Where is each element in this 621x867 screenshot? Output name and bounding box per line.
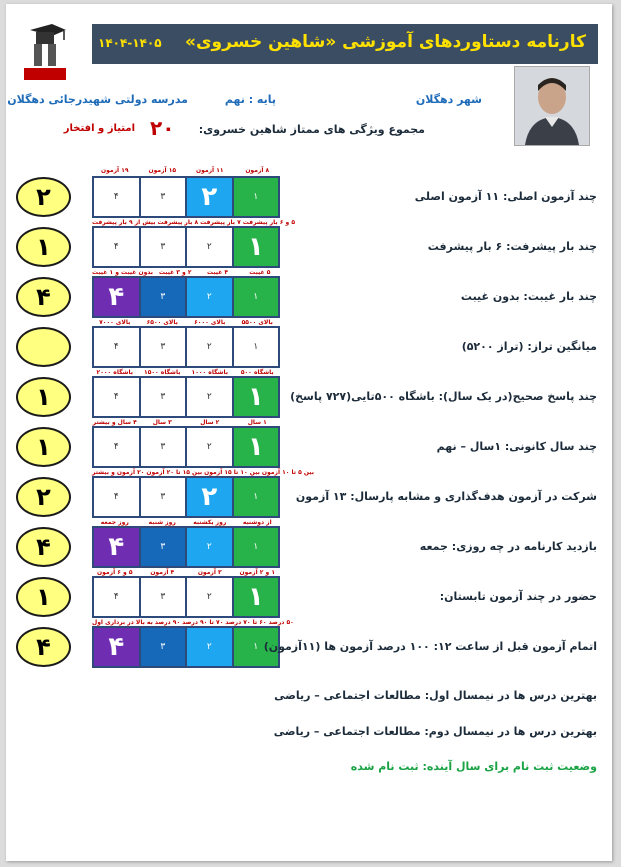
level-caption: ۴ سال و بیشتر bbox=[92, 419, 137, 426]
row-level-grid bbox=[92, 226, 280, 268]
level-caption: ۸ آزمون bbox=[245, 167, 270, 174]
level-cell: ۳ bbox=[141, 578, 186, 616]
level-caption: ۹۰ درصد به بالا در برداری اول bbox=[92, 619, 181, 626]
level-cell: ۳ bbox=[141, 428, 186, 466]
level-cell: ۴ bbox=[94, 628, 139, 666]
level-cell: ۴ bbox=[94, 178, 139, 216]
features-label: مجموع ویژگی های ممتاز شاهین خسروی: bbox=[198, 123, 425, 136]
row-label: اتمام آزمون قبل از ساعت ۱۲: ۱۰۰ درصد آزمون ها (۱۱آزمون) bbox=[263, 640, 597, 653]
row-label: چند آزمون اصلی: ۱۱ آزمون اصلی bbox=[414, 190, 597, 203]
level-cell: ۳ bbox=[141, 628, 186, 666]
level-cell: ۳ bbox=[141, 478, 186, 516]
level-captions-top bbox=[92, 167, 280, 174]
row-level-grid bbox=[92, 626, 280, 668]
level-cell: ۱ bbox=[234, 378, 279, 416]
level-caption: ۱۵ آزمون bbox=[148, 167, 177, 174]
level-cell: ۲ bbox=[187, 228, 232, 266]
level-caption: بین ۱۵ تا ۲۰ آزمون bbox=[146, 469, 203, 476]
row-score-circle bbox=[16, 327, 71, 367]
level-caption: ۱ سال bbox=[247, 419, 267, 426]
level-caption: روز جمعه bbox=[100, 519, 129, 526]
level-captions bbox=[92, 519, 280, 526]
header-bar bbox=[92, 24, 598, 64]
level-caption: ۵ غیبت bbox=[249, 269, 271, 276]
row-level-grid bbox=[92, 176, 280, 218]
best-subjects-second-term: بهترین درس ها در نیمسال دوم: مطالعات اجتماعی – ریاضی bbox=[273, 725, 597, 738]
level-captions bbox=[92, 369, 280, 376]
level-cell: ۲ bbox=[187, 528, 232, 566]
best-subjects-first-term: بهترین درس ها در نیمسال اول: مطالعات اجتماعی – ریاضی bbox=[274, 689, 597, 702]
row-label: چند بار پیشرفت: ۶ بار پیشرفت bbox=[427, 240, 597, 253]
level-cell: ۴ bbox=[94, 578, 139, 616]
level-cell: ۴ bbox=[94, 228, 139, 266]
level-cell: ۴ bbox=[94, 528, 139, 566]
grade-label: پایه : نهم bbox=[224, 93, 276, 106]
level-caption: بدون غیبت و ۱ غیبت bbox=[92, 269, 154, 276]
level-caption: ۷۰ تا ۹۰ درصد bbox=[182, 619, 224, 626]
level-caption: باشگاه ۵۰۰ bbox=[240, 369, 274, 376]
row-level-grid bbox=[92, 376, 280, 418]
level-cell: ۲ bbox=[187, 428, 232, 466]
row-score-circle: ۱ bbox=[16, 427, 71, 467]
student-photo bbox=[514, 66, 590, 146]
school-label: مدرسه دولتی شهیدرجائی دهگلان bbox=[7, 93, 188, 106]
row-label: بازدید کارنامه در چه روزی: جمعه bbox=[419, 540, 597, 553]
level-cell: ۱ bbox=[234, 478, 279, 516]
level-caption: روز شنبه bbox=[148, 519, 176, 526]
row-label: حضور در چند آزمون تابستان: bbox=[439, 590, 597, 603]
level-cell: ۳ bbox=[141, 328, 186, 366]
level-caption: روز یکشنبه bbox=[193, 519, 227, 526]
row-level-grid bbox=[92, 326, 280, 368]
row-level-grid bbox=[92, 426, 280, 468]
level-cell: ۳ bbox=[141, 178, 186, 216]
level-cell: ۲ bbox=[187, 178, 232, 216]
level-cell: ۱ bbox=[234, 228, 279, 266]
kanoon-logo bbox=[22, 22, 68, 82]
page-title: کارنامه دستاوردهای آموزشی «شاهین خسروی» bbox=[184, 32, 586, 52]
level-caption: ۱۹ آزمون bbox=[100, 167, 129, 174]
row-score-circle: ۲ bbox=[16, 477, 71, 517]
row-score-circle: ۱ bbox=[16, 577, 71, 617]
level-cell: ۳ bbox=[141, 378, 186, 416]
row-level-grid bbox=[92, 576, 280, 618]
row-score-circle: ۱ bbox=[16, 227, 71, 267]
row-score-circle: ۲ bbox=[16, 177, 71, 217]
level-cell: ۴ bbox=[94, 328, 139, 366]
level-caption: ۸ بار پیشرفت bbox=[157, 219, 199, 226]
row-level-grid bbox=[92, 276, 280, 318]
level-cell: ۱ bbox=[234, 528, 279, 566]
level-caption: ۲ و ۳ غیبت bbox=[158, 269, 192, 276]
level-cell: ۲ bbox=[187, 478, 232, 516]
level-cell: ۱ bbox=[234, 278, 279, 316]
level-caption: ۴ غیبت bbox=[206, 269, 229, 276]
score-caption: امتیاز و افتخار bbox=[63, 123, 135, 134]
level-captions bbox=[92, 419, 280, 426]
level-cell: ۱ bbox=[234, 428, 279, 466]
level-cell: ۴ bbox=[94, 478, 139, 516]
level-caption: ۵ و ۶ بار پیشرفت bbox=[242, 219, 296, 226]
city-label: شهر دهگلان bbox=[415, 93, 482, 106]
level-caption: باشگاه ۲۰۰۰ bbox=[96, 369, 133, 376]
level-caption: بیش از ۹ بار پیشرفت bbox=[92, 219, 156, 226]
row-score-circle: ۱ bbox=[16, 377, 71, 417]
level-cell: ۲ bbox=[187, 628, 232, 666]
level-cell: ۱ bbox=[234, 328, 279, 366]
level-cell: ۱ bbox=[234, 178, 279, 216]
registration-status: وضعیت ثبت نام برای سال آینده: ثبت نام شده bbox=[350, 760, 597, 773]
level-caption: بالای ۵۵۰۰ bbox=[241, 319, 273, 326]
level-cell: ۴ bbox=[94, 428, 139, 466]
level-cell: ۳ bbox=[141, 228, 186, 266]
level-cell: ۱ bbox=[234, 578, 279, 616]
level-caption: باشگاه ۱۰۰۰ bbox=[191, 369, 228, 376]
academic-year: ۱۴۰۴-۱۴۰۵ bbox=[98, 36, 162, 50]
level-caption: ۲۰ آزمون و بیشتر bbox=[92, 469, 145, 476]
row-label: چند سال کانونی: ۱سال – نهم bbox=[436, 440, 597, 453]
level-caption: بین ۵ تا ۱۰ آزمون bbox=[261, 469, 315, 476]
level-caption: بین ۱۰ تا ۱۵ آزمون bbox=[204, 469, 260, 476]
level-caption: از دوشنبه bbox=[242, 519, 272, 526]
row-score-circle: ۴ bbox=[16, 627, 71, 667]
level-cell: ۱ bbox=[234, 628, 279, 666]
level-captions bbox=[92, 219, 296, 226]
level-caption: ۱ و ۲ آزمون bbox=[239, 569, 275, 576]
level-captions bbox=[92, 469, 315, 476]
level-caption: باشگاه ۱۵۰۰ bbox=[144, 369, 181, 376]
level-captions bbox=[92, 569, 280, 576]
level-caption: ۲ سال bbox=[200, 419, 220, 426]
level-caption: بالای ۶۵۰۰ bbox=[146, 319, 178, 326]
level-captions bbox=[92, 319, 280, 326]
level-caption: بالای ۷۰۰۰ bbox=[99, 319, 131, 326]
level-caption: ۵ و ۶ آزمون bbox=[97, 569, 133, 576]
level-caption: ۷ بار پیشرفت bbox=[200, 219, 241, 226]
level-caption: ۴ آزمون bbox=[150, 569, 175, 576]
row-label: چند پاسخ صحیح(در یک سال): باشگاه ۵۰۰تایی(۷۲۷ پاسخ) bbox=[290, 390, 597, 403]
level-cell: ۴ bbox=[94, 278, 139, 316]
row-level-grid bbox=[92, 476, 280, 518]
level-cell: ۲ bbox=[187, 578, 232, 616]
level-cell: ۲ bbox=[187, 378, 232, 416]
level-caption: ۳ سال bbox=[152, 419, 172, 426]
row-score-circle: ۴ bbox=[16, 277, 71, 317]
row-score-circle: ۴ bbox=[16, 527, 71, 567]
level-cell: ۲ bbox=[187, 278, 232, 316]
level-cell: ۳ bbox=[141, 278, 186, 316]
level-cell: ۲ bbox=[187, 328, 232, 366]
level-captions bbox=[92, 269, 280, 276]
level-cell: ۴ bbox=[94, 378, 139, 416]
level-caption: ۳ آزمون bbox=[197, 569, 222, 576]
level-caption: ۶۰ تا ۷۰ درصد bbox=[225, 619, 267, 626]
row-label: چند بار غیبت: بدون غیبت bbox=[460, 290, 597, 303]
level-caption: ۱۱ آزمون bbox=[195, 167, 224, 174]
level-caption: بالای ۶۰۰۰ bbox=[194, 319, 226, 326]
row-label: شرکت در آزمون هدف‌گذاری و مشابه پارسال: ۱۳ آزمون bbox=[295, 490, 597, 503]
row-label: میانگین تراز: (تراز ۵۲۰۰) bbox=[461, 340, 597, 353]
level-caption: ۵۰ درصد bbox=[268, 619, 294, 626]
level-captions bbox=[92, 619, 294, 626]
level-cell: ۳ bbox=[141, 528, 186, 566]
row-level-grid bbox=[92, 526, 280, 568]
total-score: ۲۰ bbox=[150, 116, 175, 140]
